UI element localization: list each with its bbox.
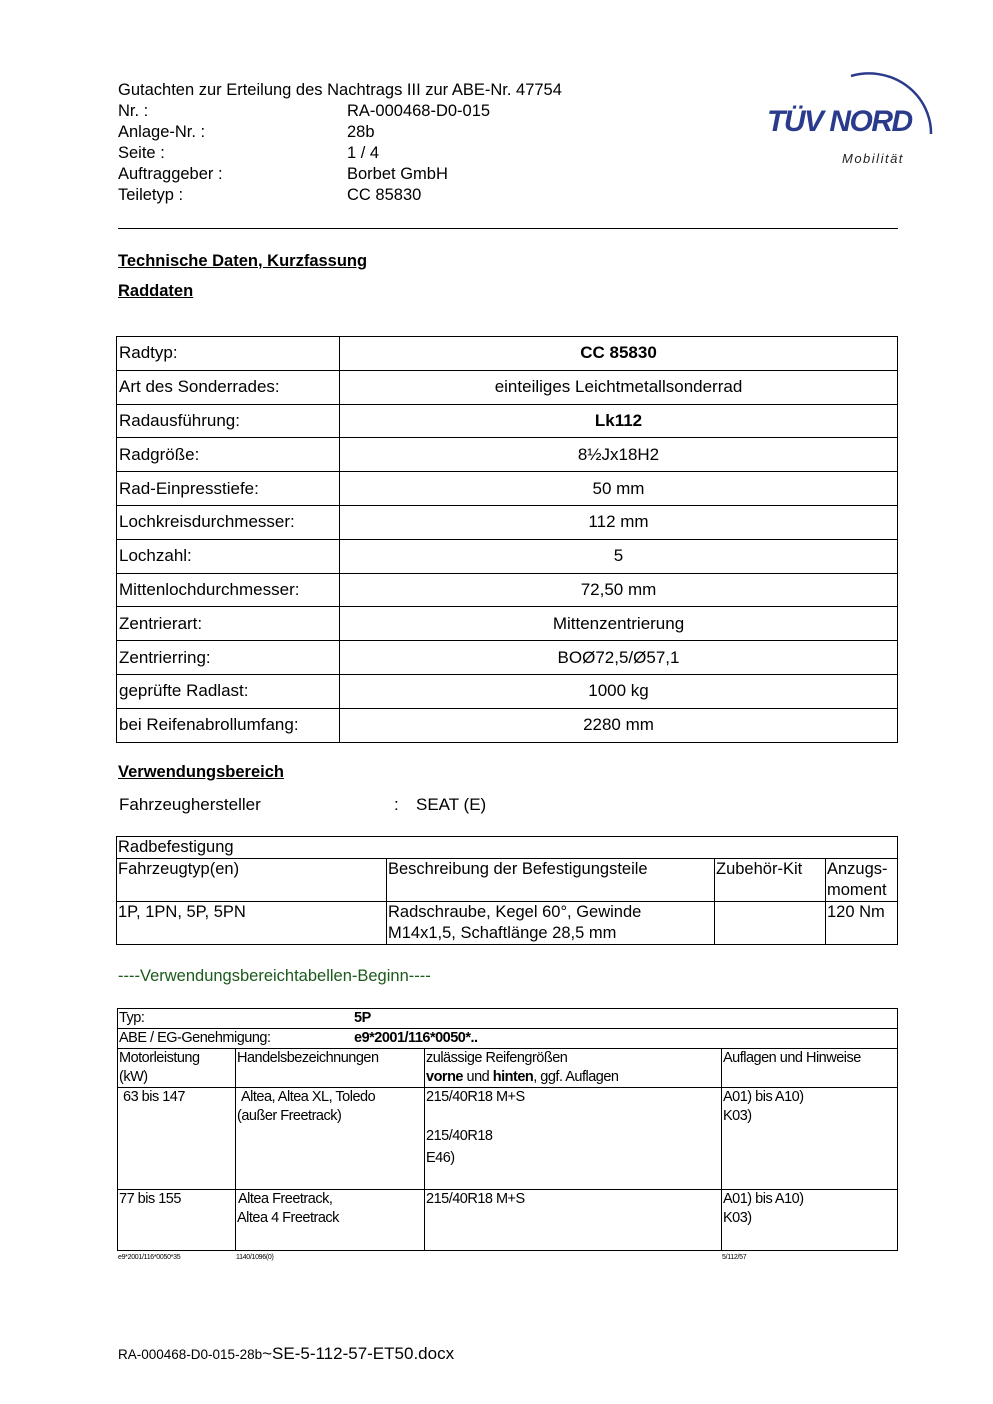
- row-key: bei Reifenabrollumfang:: [117, 708, 340, 742]
- footer-doc-id: RA-000468-D0-015-28b: [118, 1347, 263, 1362]
- header-value: CC 85830: [347, 186, 422, 204]
- handel-line: Altea, Altea XL, Toledo: [241, 1089, 376, 1105]
- table-row: [117, 404, 898, 438]
- row-value: 8½Jx18H2: [340, 438, 898, 472]
- cell-reifengroessen: [425, 1190, 722, 1251]
- table-row: [117, 573, 898, 607]
- row-key: Radgröße:: [117, 438, 340, 472]
- cell-zubehoer-kit: [715, 902, 826, 945]
- row-value: CC 85830: [340, 337, 898, 371]
- row-value: BOØ72,5/Ø57,1: [340, 641, 898, 675]
- hersteller-label: Fahrzeughersteller: [119, 795, 261, 814]
- col-header-beschreibung: Beschreibung der Befestigungsteile: [387, 859, 715, 902]
- header-row-anlage: [118, 122, 562, 143]
- beschreibung-line: Radschraube, Kegel 60°, Gewinde: [388, 903, 642, 921]
- col-header-fahrzeugtyp: Fahrzeugtyp(en): [117, 859, 387, 902]
- moment-label: moment: [827, 881, 887, 899]
- heading-technische-daten: Technische Daten, Kurzfassung: [118, 252, 368, 270]
- tabellen-beginn-marker: ----Verwendungsbereichtabellen-Beginn----: [118, 967, 431, 985]
- table-foot-genehmigung: e9*2001/116*0050*35: [118, 1254, 181, 1261]
- header-value: 28b: [347, 123, 375, 141]
- row-key: Lochzahl:: [117, 539, 340, 573]
- table-foot-lk: 5/112/57: [722, 1254, 747, 1261]
- row-key: Lochkreisdurchmesser:: [117, 505, 340, 539]
- table-row: [117, 337, 898, 371]
- header-row-teiletyp: [118, 185, 562, 206]
- table-row: [117, 641, 898, 675]
- col-header-motorleistung: [118, 1049, 236, 1088]
- cell-anzugsmoment: 120 Nm: [826, 902, 898, 945]
- row-key: Mittenlochdurchmesser:: [117, 573, 340, 607]
- typ-row: [118, 1009, 898, 1029]
- heading-raddaten: Raddaten: [118, 282, 194, 300]
- cell-auflagen: [722, 1088, 898, 1190]
- table-row: [117, 472, 898, 506]
- logo-subtitle: Mobilität: [842, 151, 904, 166]
- radbefestigung-title: Radbefestigung: [117, 837, 898, 859]
- row-value: 112 mm: [340, 505, 898, 539]
- abe-row: [118, 1029, 898, 1049]
- header-row-seite: [118, 143, 562, 164]
- row-key: Zentrierring:: [117, 641, 340, 675]
- table-row: [117, 674, 898, 708]
- hersteller-value: SEAT (E): [416, 795, 487, 814]
- row-value: 2280 mm: [340, 708, 898, 742]
- table-row: [117, 539, 898, 573]
- typ-label: Typ:: [119, 1010, 145, 1026]
- header-und: und: [463, 1069, 493, 1085]
- row-key: Zentrierart:: [117, 607, 340, 641]
- reifen-line: 215/40R18 M+S: [426, 1089, 525, 1105]
- cell-handelsbezeichnungen: [236, 1088, 425, 1190]
- reifen-line: 215/40R18: [426, 1128, 493, 1144]
- col-header-anzugsmoment: [826, 859, 898, 902]
- raddaten-table: [116, 336, 898, 743]
- row-value: 1000 kg: [340, 674, 898, 708]
- logo-brand: TÜV NORD: [767, 105, 912, 138]
- header-value: RA-000468-D0-015: [347, 102, 491, 120]
- header-divider: [118, 228, 898, 229]
- header-label: Nr. :: [118, 102, 149, 120]
- header-hinten: hinten: [492, 1069, 534, 1085]
- row-value: 5: [340, 539, 898, 573]
- auflagen-line: K03): [723, 1210, 752, 1226]
- header-label: Anlage-Nr. :: [118, 123, 206, 141]
- reifen-line: 215/40R18 M+S: [426, 1191, 525, 1207]
- row-key: Radtyp:: [117, 337, 340, 371]
- abe-value: e9*2001/116*0050*..: [354, 1030, 478, 1046]
- auflagen-line: A01) bis A10): [723, 1191, 804, 1207]
- table-row: [118, 1088, 898, 1190]
- col-header-zubehoer: Zubehör-Kit: [715, 859, 826, 902]
- row-value: 72,50 mm: [340, 573, 898, 607]
- page-footer: [118, 1344, 454, 1364]
- col-header-handelsbezeichnungen: Handelsbezeichnungen: [236, 1049, 425, 1088]
- header-line: (kW): [119, 1069, 148, 1085]
- abe-cell: [118, 1029, 898, 1049]
- header-row-auftraggeber: [118, 164, 562, 185]
- handel-line: Altea Freetrack,: [238, 1191, 333, 1207]
- tuv-nord-logo: [765, 58, 945, 170]
- header-value: Borbet GmbH: [347, 165, 448, 183]
- row-key: Rad-Einpresstiefe:: [117, 472, 340, 506]
- cell-motorleistung: 63 bis 147: [118, 1088, 236, 1190]
- table-row: [117, 370, 898, 404]
- header-line: Motorleistung: [119, 1050, 200, 1066]
- hersteller-separator: :: [394, 795, 399, 814]
- table-header-row: [117, 859, 898, 902]
- typ-cell: [118, 1009, 898, 1029]
- header-label: Auftraggeber :: [118, 165, 223, 183]
- row-value: einteiliges Leichtmetallsonderrad: [340, 370, 898, 404]
- table-row: [117, 708, 898, 742]
- cell-handelsbezeichnungen: [236, 1190, 425, 1251]
- auflagen-line: A01) bis A10): [723, 1089, 804, 1105]
- table-header-row: [118, 1049, 898, 1088]
- cell-fahrzeugtypen: 1P, 1PN, 5P, 5PN: [117, 902, 387, 945]
- row-value: Mittenzentrierung: [340, 607, 898, 641]
- cell-auflagen: [722, 1190, 898, 1251]
- row-value: 50 mm: [340, 472, 898, 506]
- typ-value: 5P: [354, 1010, 371, 1026]
- table-row: [117, 837, 898, 859]
- verwendungsbereich-table: [117, 1008, 898, 1251]
- cell-motorleistung: 77 bis 155: [118, 1190, 236, 1251]
- table-row: [117, 505, 898, 539]
- beschreibung-line: M14x1,5, Schaftlänge 28,5 mm: [388, 924, 617, 942]
- row-key: Radausführung:: [117, 404, 340, 438]
- document-title: Gutachten zur Erteilung des Nachtrags III zur ABE-Nr. 47754: [118, 81, 562, 99]
- header-label: Teiletyp :: [118, 186, 184, 204]
- header-label: Seite :: [118, 144, 165, 162]
- table-row: [118, 1190, 898, 1251]
- footer-filename: ~SE-5-112-57-ET50.docx: [262, 1344, 455, 1363]
- anzugs-label: Anzugs-: [827, 860, 888, 878]
- row-value: Lk112: [340, 404, 898, 438]
- col-header-auflagen: Auflagen und Hinweise: [722, 1049, 898, 1088]
- row-key: geprüfte Radlast:: [117, 674, 340, 708]
- header-line: zulässige Reifengrößen: [426, 1050, 568, 1066]
- reifen-line: E46): [426, 1150, 455, 1166]
- table-row: [117, 902, 898, 945]
- radbefestigung-table: [116, 836, 898, 945]
- table-foot-code: 1140/1096(0): [236, 1254, 274, 1261]
- document-header: [118, 80, 562, 206]
- abe-label: ABE / EG-Genehmigung:: [119, 1030, 271, 1046]
- header-value: 1 / 4: [347, 144, 380, 162]
- table-row: [117, 607, 898, 641]
- header-row-nr: [118, 101, 562, 122]
- header-line: [426, 1068, 720, 1087]
- heading-verwendungsbereich: Verwendungsbereich: [118, 763, 284, 781]
- header-auflagen-suffix: , ggf. Auflagen: [533, 1069, 619, 1085]
- handel-line: Altea 4 Freetrack: [237, 1210, 339, 1226]
- table-row: [117, 438, 898, 472]
- auflagen-line: K03): [723, 1108, 752, 1124]
- cell-reifengroessen: [425, 1088, 722, 1190]
- col-header-reifengroessen: [425, 1049, 722, 1088]
- handel-line: (außer Freetrack): [237, 1108, 342, 1124]
- row-key: Art des Sonderrades:: [117, 370, 340, 404]
- cell-beschreibung: [387, 902, 715, 945]
- header-vorne: vorne: [426, 1069, 463, 1085]
